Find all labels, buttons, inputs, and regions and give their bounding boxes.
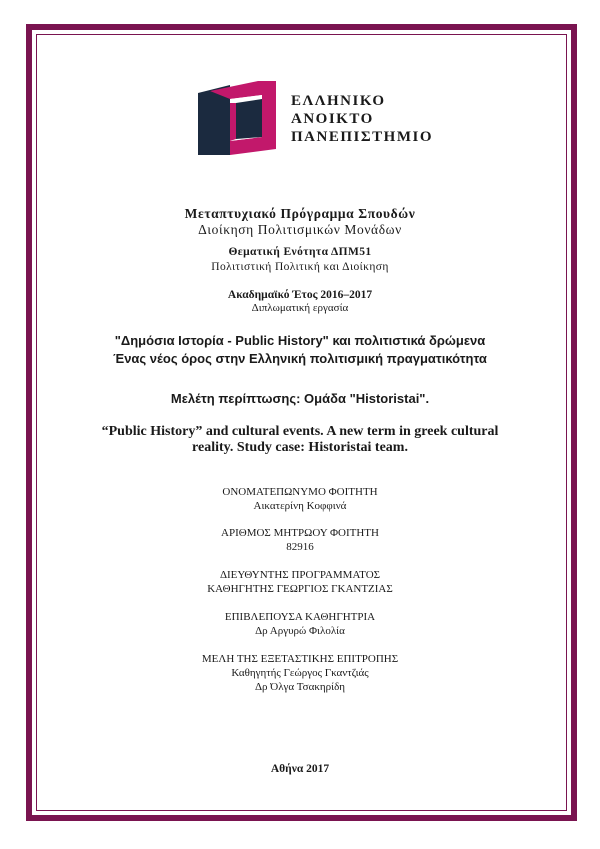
student-id-label: ΑΡΙΘΜΟΣ ΜΗΤΡΩΟΥ ΦΟΙΤΗΤΗ (221, 527, 379, 539)
university-name-line: ΠΑΝΕΠΙΣΤΗΜΙΟ (291, 129, 433, 145)
program-subtitle: Διοίκηση Πολιτισμικών Μονάδων (198, 222, 402, 237)
english-title-line-1: “Public History” and cultural events. A new term in greek cultural (101, 424, 499, 439)
committee-member: Καθηγητής Γεώργος Γκαντζιάς (231, 667, 369, 679)
place-date: Αθήνα 2017 (270, 763, 330, 775)
greek-title-line-1: "Δημόσια Ιστορία - Public History" και πολιτιστικά δρώμενα (114, 333, 486, 348)
unit-subtitle: Πολιτιστική Πολιτική και Διοίκηση (211, 261, 389, 273)
committee-member: Δρ Όλγα Τσακηρίδη (254, 681, 346, 693)
document-type: Διπλωματική εργασία (251, 302, 349, 314)
unit-title: Θεματική Ενότητα ΔΠΜ51 (228, 246, 372, 258)
supervisor-label: ΕΠΙΒΛΕΠΟΥΣΑ ΚΑΘΗΓΗΤΡΙΑ (224, 611, 376, 623)
university-name (291, 92, 433, 146)
university-name-line: ΑΝΟΙΚΤΟ (291, 111, 374, 127)
page-border-inner (36, 34, 567, 811)
eap-logo-icon (196, 79, 278, 161)
director-label: ΔΙΕΥΘΥΝΤΗΣ ΠΡΟΓΡΑΜΜΑΤΟΣ (219, 569, 381, 581)
english-title-line-2: reality. Study case: Historistai team. (192, 440, 408, 455)
committee-label: ΜΕΛΗ ΤΗΣ ΕΞΕΤΑΣΤΙΚΗΣ ΕΠΙΤΡΟΠΗΣ (201, 653, 399, 665)
supervisor-name: Δρ Αργυρώ Φιλολία (255, 625, 345, 637)
student-id: 82916 (286, 541, 314, 553)
academic-year: Ακαδημαϊκό Έτος 2016–2017 (227, 289, 373, 301)
program-title: Μεταπτυχιακό Πρόγραμμα Σπουδών (184, 206, 416, 221)
greek-title-line-2: Ένας νέος όρος στην Ελληνική πολιτισμική πραγματικότητα (113, 351, 487, 366)
student-name-label: ΟΝΟΜΑΤΕΠΩΝΥΜΟ ΦΟΙΤΗΤΗ (222, 486, 378, 498)
student-name: Αικατερίνη Κοφφινά (253, 500, 347, 512)
university-name-line: ΕΛΛΗΝΙΚΟ (291, 93, 386, 109)
case-study-title: Μελέτη περίπτωσης: Ομάδα "Historistai". (170, 391, 430, 406)
director-name: ΚΑΘΗΓΗΤΗΣ ΓΕΩΡΓΙΟΣ ΓΚΑΝΤΖΙΑΣ (207, 583, 393, 595)
